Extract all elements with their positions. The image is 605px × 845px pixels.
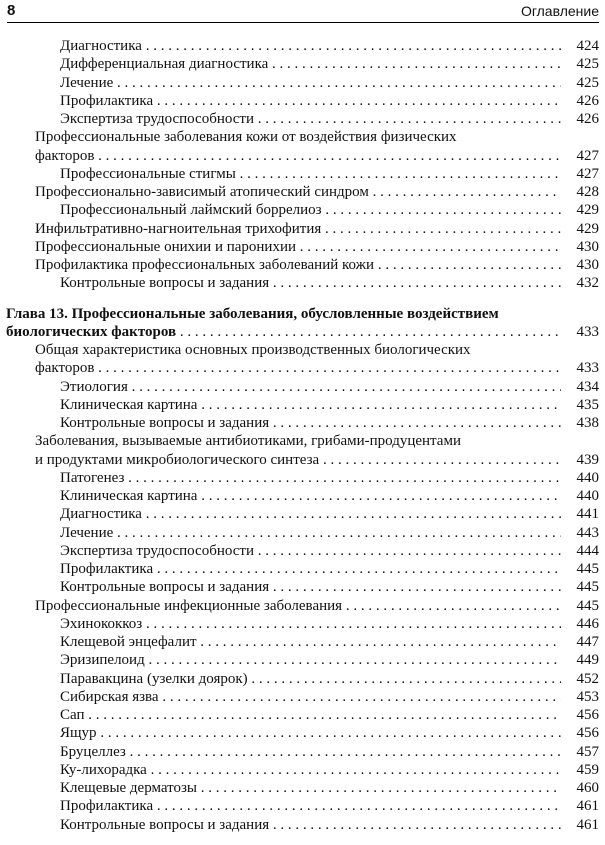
toc-entry-page: 446 [576,615,599,632]
toc-entry-title: факторов . . . [35,147,561,165]
toc-entry-title: Заболевания, вызываемые антибиотиками, грибами-продуцентами [35,433,461,450]
toc-entry [0,706,605,724]
toc-entry-title: Клещевой энцефалит . . . [60,633,561,651]
toc-entry-page: 444 [576,542,599,559]
toc-entry-page: 427 [576,147,599,164]
toc-entry-title: Контрольные вопросы и задания . . . [60,274,561,292]
toc-entry-page: 453 [576,688,599,705]
toc-entry-title: Эхинококкоз . . . [60,615,561,633]
toc-entry-title: Профессиональные онихии и паронихии . . . [35,238,561,256]
toc-entry-page: 445 [576,597,599,614]
toc-entry [0,201,605,219]
toc-entry [0,633,605,651]
toc-entry-title: Лечение . . . [60,524,561,542]
toc-entry-page: 461 [576,816,599,833]
toc-entry [0,37,605,55]
toc-entry [0,651,605,669]
toc-entry-page: 432 [576,275,599,292]
toc-entry [0,615,605,633]
toc-entry-title: Экспертиза трудоспособности . . . [60,542,561,560]
toc-entry [0,743,605,761]
toc-entry-title: Контрольные вопросы и задания . . . [60,414,561,432]
toc-entry [0,74,605,92]
toc-entry-title: Лечение . . . [60,74,561,92]
toc-entry-title: Профилактика . . . [60,797,561,815]
toc-entry-title: Ку-лихорадка . . . [60,761,561,779]
toc-entry-page: 428 [576,184,599,200]
toc-entry [0,432,605,450]
toc-entry-page: 438 [576,415,599,431]
toc-entry-title: Сап . . . [60,706,561,724]
toc-entry [0,238,605,256]
toc-chapter-entry [0,305,605,323]
toc-entry-page: 459 [576,761,599,778]
toc-entry-title: Клиническая картина . . . [60,487,561,505]
toc-entry-title: и продуктами микробиологического синтеза . . . [35,451,561,469]
toc-entry-page: 460 [576,780,599,796]
toc-entry-title: Профессиональный лаймский боррелиоз . . . [60,201,561,219]
toc-entry-page: 456 [576,725,599,742]
toc-entry-title: Клещевые дерматозы . . . [60,779,561,797]
toc-entry-title: Контрольные вопросы и задания . . . [60,578,561,596]
toc-entry-page: 430 [576,257,599,273]
toc-entry-page: 430 [576,238,599,255]
toc-entry [0,92,605,110]
toc-entry [0,110,605,128]
toc-entry [0,761,605,779]
toc-entry-title: Инфильтративно-нагноительная трихофития . . . [35,220,561,238]
toc-entry-page: 461 [576,798,599,815]
toc-entry-page: 443 [576,524,599,541]
toc-entry-page: 426 [576,92,599,109]
toc-entry-title: Дифференциальная диагностика . . . [60,55,561,73]
toc-entry [0,779,605,797]
toc-entry-title: Профессиональные заболевания кожи от воздействия физических [35,129,457,146]
toc-entry-page: 456 [576,707,599,723]
toc-entry [0,542,605,560]
toc-entry-page: 433 [576,323,599,340]
toc-entry-page: 440 [576,469,599,486]
toc-entry-page: 435 [576,396,599,413]
toc-entry-page: 429 [576,220,599,237]
toc-entry-page: 440 [576,488,599,504]
toc-entry-page: 429 [576,202,599,219]
toc-entry-page: 457 [576,743,599,760]
toc-entry-title: Паравакцина (узелки доярок) . . . [60,670,561,688]
toc-entry [0,724,605,742]
toc-entry [0,396,605,414]
toc-entry-title: Профилактика . . . [60,92,561,110]
running-title: Оглавление [520,3,599,19]
toc-entry-title: Профилактика профессиональных заболеваний кожи . . . [35,256,561,274]
toc-entry-page: 447 [576,634,599,650]
toc-entry-title: Общая характеристика основных производственных биологических [35,342,471,358]
toc-entry [0,359,605,377]
toc-entry-title: Профессиональные стигмы . . . [60,165,561,183]
toc-entry [0,505,605,523]
toc-entry-page: 449 [576,652,599,669]
toc-entry [0,688,605,706]
toc-entry-page: 425 [576,74,599,91]
page-number: 8 [7,2,16,19]
toc-entry-page: 441 [576,506,599,523]
toc-entry [0,797,605,815]
toc-entry [0,487,605,505]
toc-entry-page: 434 [576,378,599,395]
toc-entry [0,816,605,834]
toc-entry-title: факторов . . . [35,359,561,377]
toc-entry [0,560,605,578]
toc-entry-title: Экспертиза трудоспособности . . . [60,110,561,128]
toc-entry [0,378,605,396]
toc-entry [0,128,605,146]
toc-entry-title: Этиология . . . [60,378,561,396]
toc-entry [0,451,605,469]
toc-entry-title: Патогенез . . . [60,469,561,487]
toc-entry-title: Профессиональные инфекционные заболевания . . . [35,597,561,615]
toc-chapter-entry [0,323,605,341]
toc-entry [0,165,605,183]
toc-entry-title: Бруцеллез . . . [60,743,561,761]
toc-entry [0,147,605,165]
toc-entry [0,256,605,274]
toc-entry [0,274,605,292]
toc-entry-title: Диагностика . . . [60,505,561,523]
toc-entry-title: Профилактика . . . [60,560,561,578]
toc-entry-page: 439 [576,451,599,468]
toc-entry-title: биологических факторов . . . [6,323,561,341]
toc-entry-title: Диагностика . . . [60,37,561,55]
toc-entry [0,55,605,73]
toc-entry-page: 425 [576,56,599,73]
toc-entry-title: Сибирская язва . . . [60,688,561,706]
toc-entry-page: 452 [576,670,599,687]
toc-entry [0,469,605,487]
toc-entry [0,578,605,596]
page-header [7,2,599,23]
table-of-contents [0,37,605,834]
toc-entry-page: 426 [576,111,599,127]
toc-entry [0,183,605,201]
toc-entry-page: 433 [576,360,599,377]
toc-entry [0,670,605,688]
toc-entry-page: 427 [576,165,599,182]
toc-entry-title: Эризипелоид . . . [60,651,561,669]
toc-entry-title: Профессионально-зависимый атопический синдром . . . [35,183,561,201]
toc-entry [0,524,605,542]
toc-entry [0,414,605,432]
toc-entry-title: Глава 13. Профессиональные заболевания, обусловленные воздействием [6,305,499,322]
toc-entry-page: 424 [576,38,599,54]
toc-entry-title: Клиническая картина . . . [60,396,561,414]
toc-entry-title: Контрольные вопросы и задания . . . [60,816,561,834]
toc-entry-page: 445 [576,579,599,596]
toc-entry [0,341,605,359]
toc-entry-page: 445 [576,561,599,577]
toc-entry [0,597,605,615]
toc-entry [0,220,605,238]
toc-entry-title: Ящур . . . [60,724,561,742]
